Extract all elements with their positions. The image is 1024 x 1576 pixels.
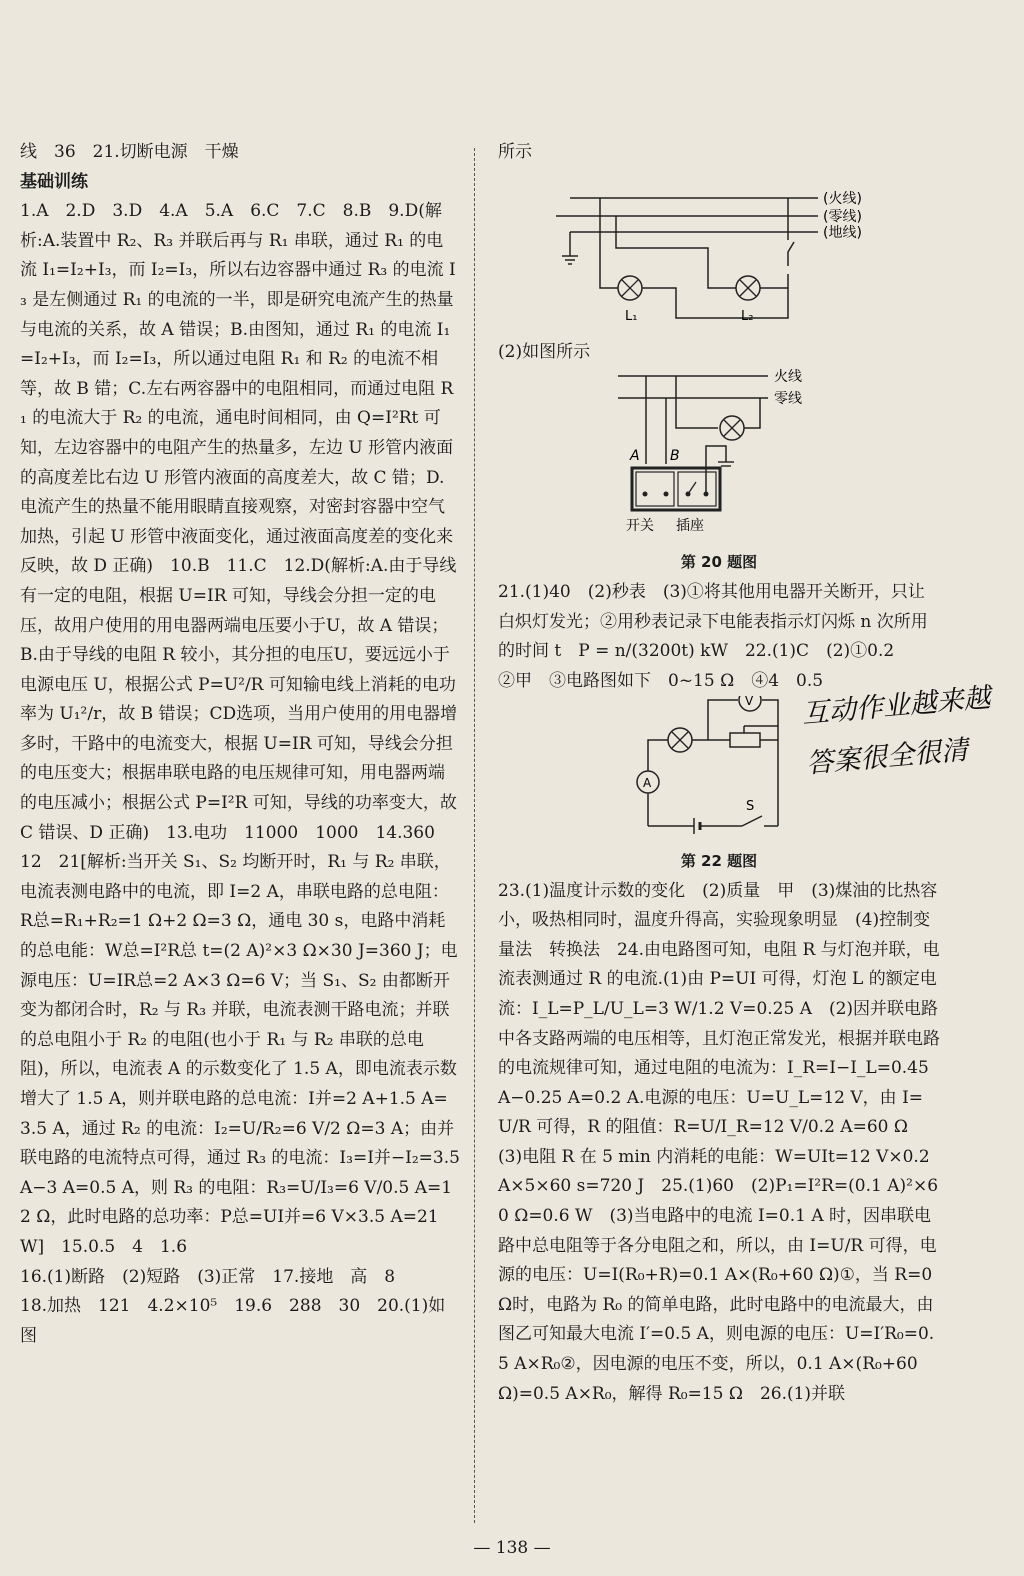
voltmeter-label: V xyxy=(745,696,754,709)
answers-18-20: 18.加热 121 4.2×10⁵ 19.6 288 30 20.(1)如图 xyxy=(20,1296,446,1346)
live-label: 火线 xyxy=(774,368,802,385)
answers-16-17: 16.(1)断路 (2)短路 (3)正常 17.接地 高 8 xyxy=(20,1266,396,1287)
ammeter-label: A xyxy=(643,776,652,791)
figure-20b-wiring xyxy=(498,368,940,538)
figure-20a-wiring xyxy=(498,168,940,328)
left-column xyxy=(20,138,460,1351)
section-heading: 基础训练 xyxy=(20,171,88,192)
live-wire-label: (火线) xyxy=(823,190,862,207)
neutral-wire-label: (零线) xyxy=(823,208,862,225)
switch-socket-box xyxy=(632,468,720,510)
handwritten-note xyxy=(800,670,1024,789)
fig20b-intro: (2)如图所示 xyxy=(498,342,591,363)
lamp-l1-label: L₁ xyxy=(625,308,638,324)
handwritten-line-1: 互动作业越来越 xyxy=(800,682,992,730)
answer-line-top: 线 36 21.切断电源 干燥 xyxy=(20,142,239,162)
answers-23-26: 23.(1)温度计示数的变化 (2)质量 甲 (3)煤油的比热容小，吸热相同时，温度升得高，实验现象明显 (4)控制变量法 转换法 24.由电路图可知，电阻 R 与灯泡并联，电流表测通过 R 的电流.(1)由 P=UI 可得，灯泡 L 的额定电流：I_L=P_L/U_L=3 W/1.2 V=0.25 A (2)因并联电路中各支路两端的电压相等，且灯泡正常发光，根据并联电路的电流规律可知，通过电阻的电流为：I_R=I−I_L=0.45 A−0.25 A=0.2 A.电源的电压：U=U_L=12 V，由 I=U/R 可得，R 的阻值：R=U/I_R=12 V/0.2 A=60 Ω (3)电阻 R 在 5 min 内消耗的电能：W=UIt=12 V×0.2 A×5×60 s=720 J 25.(1)60 (2)P₁=I²R=(0.1 A)²×60 Ω=0.6 W (3)当电路中的电流 I=0.1 A 时，因串联电路中总电阻等于各分电阻之和，所以，由 I=U/R 可得，电源的电压：U=I(R₀+R)=0.1 A×(R₀+60 Ω)①，当 R=0 Ω时，电路为 R₀ 的简单电路，此时电路中的电流最大，由图乙可知最大电流 I′=0.5 A，则电源的电压：U=I′R₀=0.5 A×R₀②，因电源的电压不变，所以，0.1 A×(R₀+60 Ω)=0.5 A×R₀，解得 R₀=15 Ω 26.(1)并联 xyxy=(498,880,940,1404)
node-b-label: B xyxy=(670,447,680,464)
page-number: — 138 — xyxy=(473,1538,551,1558)
switch-s-label: S xyxy=(746,799,755,815)
node-a-label: A xyxy=(630,447,640,464)
fig20-intro: 所示 xyxy=(498,142,532,162)
fig22-caption: 第 22 题图 xyxy=(680,851,758,870)
answers-1-15: 1.A 2.D 3.D 4.A 5.A 6.C 7.C 8.B 9.D(解析:A.装置中 R₂、R₃ 并联后再与 R₁ 串联，通过 R₁ 的电流 I₁=I₂+I₃，而 I₂=I₃，所以右边容器中通过 R₃ 的电流 I₃ 是左侧通过 R₁ 的电流的一半，即是研究电流产生的热量与电流的关系，故 A 错误；B.由图知，通过 R₁ 的电流 I₁=I₂+I₃，而 I₂=I₃，所以通过电阻 R₁ 和 R₂ 的电流不相等，故 B 错；C.左右两容器中的电阻相同，而通过电阻 R₁ 的电流大于 R₂ 的电流，通电时间相同，由 Q=I²Rt 可知，左边容器中的电阻产生的热量多，左边 U 形管内液面的高度差比右边 U 形管内液面的高度差大，故 C 错；D.电流产生的热量不能用眼睛直接观察，对密封容器中空气加热，引起 U 形管中液面变化，通过液面高度差的变化来反映，故 D 正确) 10.B 11.C 12.D(解析:A.由于导线有一定的电阻，根据 U=IR 可知，导线会分担一定的电压，故用户使用的用电器两端电压要小于U，故 A 错误；B.由于导线的电阻 R 较小，其分担的电压U，要远远小于电源电压 U，根据公式 P=U²/R 可知输电线上消耗的电功率为 U₁²/r，故 B 错误；CD选项，当用户使用的用电器增多时，干路中的电流变大，根据 U=IR 可知，导线会分担的电压变大；根据串联电路的电压规律可知，用电器两端的电压减小；根据公式 P=I²R 可知，导线的功率变大，故 C 错误、D 正确) 13.电功 11000 1000 14.360 12 21[解析:当开关 S₁、S₂ 均断开时，R₁ 与 R₂ 串联，电流表测电路中的电流，即 I=2 A，串联电路的总电阻：R总=R₁+R₂=1 Ω+2 Ω=3 Ω，通电 30 s，电路中消耗的总电能：W总=I²R总 t=(2 A)²×3 Ω×30 J=360 J；电源电压：U=IR总=2 A×3 Ω=6 V；当 S₁、S₂ 由都断开变为都闭合时，R₂ 与 R₃ 并联，电流表测干路电流；并联的总电阻小于 R₂ 的电阻(也小于 R₁ 与 R₂ 串联的总电阻)，所以，电流表 A 的示数变化了 1.5 A，即电流表示数增大了 1.5 A，则并联电路的总电流：I并=2 A+1.5 A=3.5 A，通过 R₂ 的电流：I₂=U/R₂=6 V/2 Ω=3 A；由并联电路的电流特点可得，通过 R₃ 的电流：I₃=I并−I₂=3.5 A−3 A=0.5 A，则 R₃ 的电阻：R₃=U/I₃=6 V/0.5 A=12 Ω，此时电路的总功率：P总=UI并=6 V×3.5 A=21 W] 15.0.5 4 1.6 xyxy=(20,201,460,1257)
handwritten-line-2: 答案很全很清 xyxy=(805,734,970,780)
switch-label: 开关 xyxy=(626,517,654,534)
lamp-l2-label: L₂ xyxy=(741,308,754,324)
fig20-caption: 第 20 题图 xyxy=(680,553,758,572)
rheostat-icon xyxy=(730,733,760,747)
answer-21: 21.(1)40 (2)秒表 (3)①将其他用电器开关断开，只让白炽灯发光；②用秒表记录下电能表指示灯闪烁 n 次所用的时间 t P = n/(3200t) kW 22.(1)C (2)①0.2 xyxy=(498,581,928,662)
column-divider xyxy=(474,148,475,1523)
neutral-label: 零线 xyxy=(774,390,802,407)
socket-label: 插座 xyxy=(676,517,704,534)
ground-wire-label: (地线) xyxy=(823,224,862,241)
answer-22b: ②甲 ③电路图如下 0~15 Ω ④4 0.5 xyxy=(498,670,824,691)
